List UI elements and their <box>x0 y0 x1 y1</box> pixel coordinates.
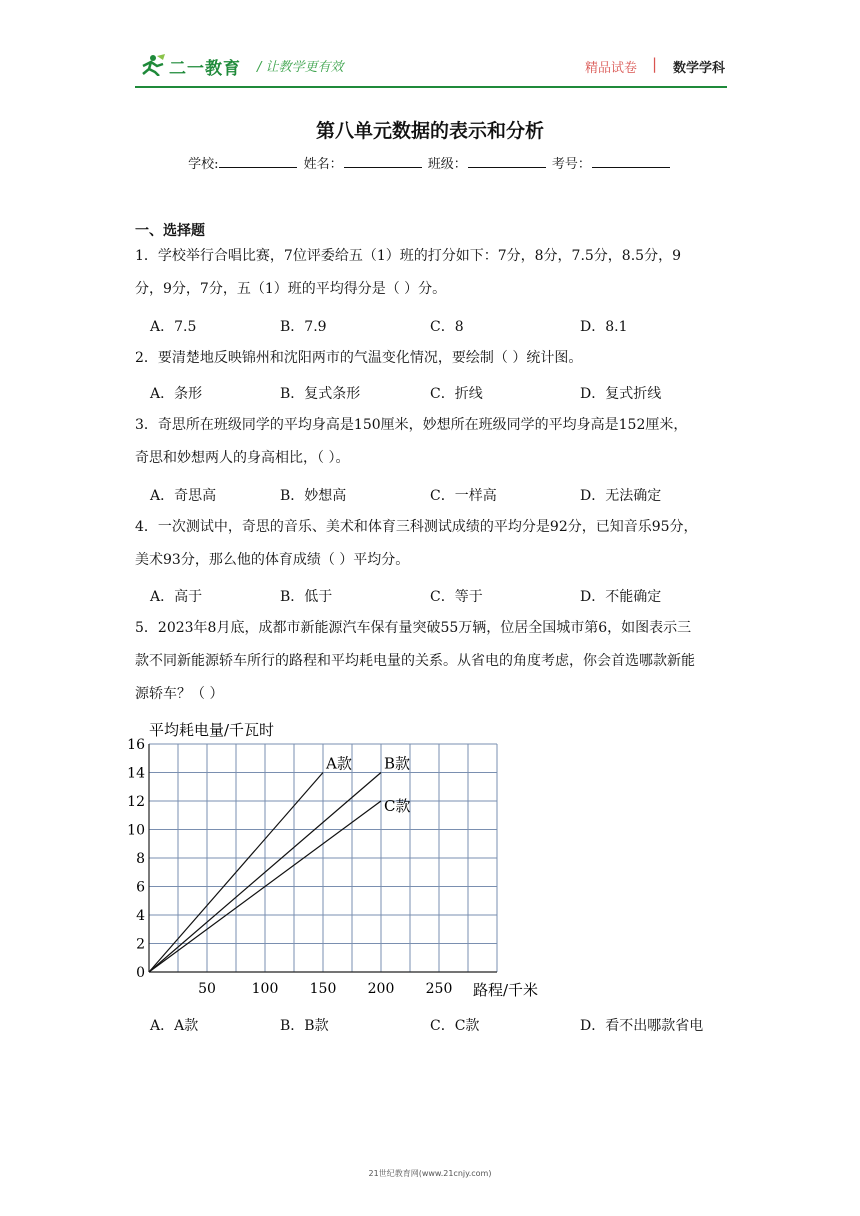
page-title: 第八单元数据的表示和分析 <box>315 120 544 142</box>
y-tick-label: 2 <box>136 936 145 953</box>
power-consumption-chart <box>120 712 560 1002</box>
question-2 <box>135 342 730 375</box>
option-d[interactable]: D．复式折线 <box>580 386 662 402</box>
page-header <box>135 48 725 82</box>
option-b[interactable]: B．妙想高 <box>280 488 347 504</box>
x-tick-label: 100 <box>251 981 279 997</box>
x-tick-label: 50 <box>198 981 216 997</box>
question-4 <box>135 511 730 577</box>
option-b[interactable]: B．B款 <box>280 1018 329 1034</box>
option-b[interactable]: B．复式条形 <box>280 386 361 402</box>
option-c[interactable]: C．一样高 <box>430 488 497 504</box>
series-label-1: A款 <box>326 754 352 773</box>
option-b[interactable]: B．7.9 <box>280 319 327 335</box>
option-b[interactable]: B．低于 <box>280 589 333 605</box>
series-label-2: B款 <box>384 754 411 773</box>
badge-subject: 数学学科 <box>672 61 725 76</box>
section-heading: 一、选择题 <box>135 223 205 239</box>
badge-premium: 精品试卷 <box>584 61 637 76</box>
question-line: 奇思和妙想两人的身高相比，（ ）。 <box>135 450 350 466</box>
options-5 <box>150 1015 730 1037</box>
option-d[interactable]: D．不能确定 <box>580 589 662 605</box>
option-c[interactable]: C．折线 <box>430 386 483 402</box>
question-1 <box>135 240 730 306</box>
question-line: 2．要清楚地反映锦州和沈阳两市的气温变化情况，要绘制（ ）统计图。 <box>135 350 583 366</box>
option-d[interactable]: D．无法确定 <box>580 488 662 504</box>
badge-separator: | <box>651 55 657 73</box>
name-label: 姓名： <box>303 157 343 172</box>
exam-no-blank[interactable] <box>592 155 670 168</box>
class-label: 班级： <box>427 157 467 172</box>
y-tick-label: 10 <box>127 822 145 839</box>
option-c[interactable]: C．8 <box>430 319 464 335</box>
option-a[interactable]: A．高于 <box>150 589 203 605</box>
question-line: 5．2023年8月底，成都市新能源汽车保有量突破55万辆，位居全国城市第6，如图表示三 <box>135 620 692 636</box>
x-tick-label: 200 <box>367 981 395 997</box>
header-rule <box>135 86 727 88</box>
school-label: 学校: <box>188 157 219 172</box>
options-3 <box>150 485 730 507</box>
option-a[interactable]: A．条形 <box>150 386 203 402</box>
slogan: / 让教学更有效 <box>257 60 344 75</box>
option-c[interactable]: C．C款 <box>430 1018 480 1034</box>
series-label-3: C款 <box>384 797 411 815</box>
question-5 <box>135 612 730 711</box>
student-info <box>0 153 860 172</box>
x-axis-label: 路程/千米 <box>473 981 539 999</box>
y-tick-label: 16 <box>127 737 145 753</box>
y-tick-label: 6 <box>136 879 145 896</box>
school-blank[interactable] <box>219 155 297 168</box>
option-a[interactable]: A．7.5 <box>150 319 197 335</box>
question-line: 分，9分，7分，五（1）班的平均得分是（ ）分。 <box>135 281 447 297</box>
option-a[interactable]: A．奇思高 <box>150 488 217 504</box>
logo-text: 二一教育 <box>169 59 241 79</box>
option-d[interactable]: D．看不出哪款省电 <box>580 1018 704 1034</box>
exam-no-label: 考号： <box>551 157 591 172</box>
option-a[interactable]: A．A款 <box>150 1018 199 1034</box>
question-3 <box>135 409 730 475</box>
x-tick-label: 250 <box>425 981 453 997</box>
question-line: 源轿车？（ ） <box>135 686 224 702</box>
y-tick-label: 8 <box>136 851 145 867</box>
options-4 <box>150 586 730 608</box>
page-footer: 21世纪教育网(www.21cnjy.com) <box>368 1169 492 1178</box>
y-tick-label: 4 <box>136 908 145 924</box>
question-line: 1．学校举行合唱比赛，7位评委给五（1）班的打分如下：7分，8分，7.5分，8.5分，9 <box>135 248 681 264</box>
class-blank[interactable] <box>468 155 546 168</box>
question-line: 3．奇思所在班级同学的平均身高是150厘米，妙想所在班级同学的平均身高是152厘米， <box>135 417 688 433</box>
runner-logo-icon <box>139 54 165 76</box>
y-tick-label: 14 <box>127 765 145 782</box>
options-2 <box>150 383 730 405</box>
options-1 <box>150 316 730 338</box>
question-line: 4．一次测试中，奇思的音乐、美术和体育三科测试成绩的平均分是92分，已知音乐95分， <box>135 519 698 535</box>
y-axis-label: 平均耗电量/千瓦时 <box>149 721 275 739</box>
option-d[interactable]: D．8.1 <box>580 319 628 335</box>
y-tick-label: 12 <box>127 794 145 810</box>
x-tick-label: 150 <box>309 981 337 997</box>
question-line: 美术93分，那么他的体育成绩（ ）平均分。 <box>135 552 410 568</box>
y-tick-label: 0 <box>136 965 145 981</box>
option-c[interactable]: C．等于 <box>430 589 483 605</box>
question-line: 款不同新能源轿车所行的路程和平均耗电量的关系。从省电的角度考虑，你会首选哪款新能 <box>135 653 695 669</box>
name-blank[interactable] <box>344 155 422 168</box>
